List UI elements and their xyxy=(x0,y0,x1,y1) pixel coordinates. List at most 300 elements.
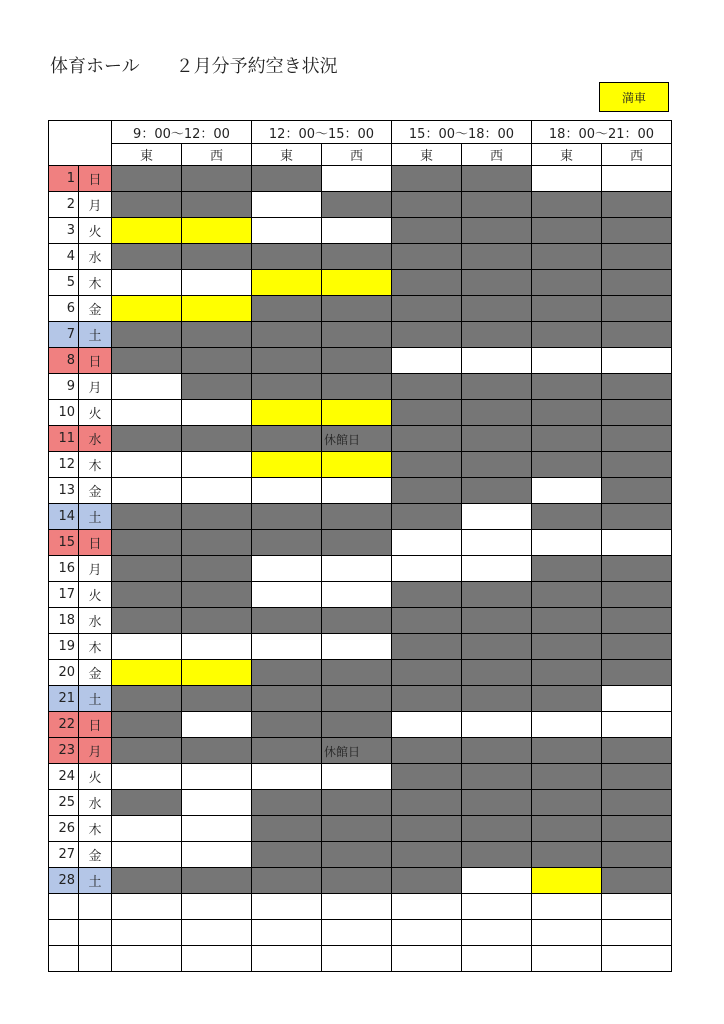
slot-cell xyxy=(182,530,252,556)
slot-cell xyxy=(112,374,182,400)
slot-cell xyxy=(252,920,322,946)
slot-cell xyxy=(462,842,532,868)
court-header: 東 xyxy=(532,144,602,166)
day-row xyxy=(49,400,672,426)
slot-cell xyxy=(392,868,462,894)
slot-cell xyxy=(532,868,602,894)
slot-cell xyxy=(182,452,252,478)
slot-cell xyxy=(392,920,462,946)
slot-cell xyxy=(322,738,392,764)
day-number: 25 xyxy=(49,790,79,816)
day-row xyxy=(49,712,672,738)
slot-cell xyxy=(602,608,672,634)
weekday: 金 xyxy=(79,478,112,504)
slot-cell xyxy=(252,322,322,348)
slot-cell xyxy=(252,218,322,244)
slot-cell xyxy=(602,244,672,270)
slot-cell xyxy=(112,530,182,556)
slot-cell xyxy=(602,816,672,842)
slot-cell xyxy=(182,322,252,348)
weekday: 火 xyxy=(79,218,112,244)
slot-cell xyxy=(182,608,252,634)
day-number: 14 xyxy=(49,504,79,530)
day-number: 17 xyxy=(49,582,79,608)
day-row xyxy=(49,946,672,972)
slot-cell xyxy=(322,478,392,504)
slot-cell xyxy=(462,608,532,634)
slot-cell xyxy=(532,218,602,244)
slot-cell xyxy=(252,296,322,322)
slot-cell xyxy=(532,634,602,660)
time-slot-header: 9：00〜12：00 xyxy=(112,121,252,144)
slot-cell xyxy=(602,452,672,478)
weekday: 月 xyxy=(79,738,112,764)
slot-cell xyxy=(112,270,182,296)
weekday: 金 xyxy=(79,296,112,322)
slot-cell xyxy=(602,296,672,322)
slot-cell xyxy=(182,920,252,946)
weekday: 火 xyxy=(79,400,112,426)
slot-cell xyxy=(252,478,322,504)
slot-cell xyxy=(182,816,252,842)
weekday: 土 xyxy=(79,322,112,348)
slot-cell xyxy=(602,166,672,192)
slot-cell xyxy=(602,530,672,556)
slot-cell xyxy=(322,634,392,660)
slot-cell xyxy=(252,530,322,556)
slot-cell xyxy=(182,556,252,582)
slot-cell xyxy=(462,738,532,764)
slot-cell xyxy=(252,582,322,608)
slot-cell xyxy=(532,582,602,608)
weekday: 水 xyxy=(79,426,112,452)
slot-cell xyxy=(532,946,602,972)
court-header-row xyxy=(49,144,672,166)
slot-cell xyxy=(252,426,322,452)
slot-cell xyxy=(532,894,602,920)
day-row xyxy=(49,660,672,686)
slot-cell xyxy=(602,270,672,296)
slot-cell xyxy=(322,426,392,452)
day-row xyxy=(49,478,672,504)
slot-cell xyxy=(462,894,532,920)
slot-cell xyxy=(322,946,392,972)
slot-cell xyxy=(112,556,182,582)
slot-cell xyxy=(112,452,182,478)
slot-cell xyxy=(182,634,252,660)
day-row xyxy=(49,452,672,478)
slot-cell xyxy=(252,868,322,894)
day-row xyxy=(49,348,672,374)
slot-cell xyxy=(392,816,462,842)
day-row xyxy=(49,426,672,452)
slot-cell xyxy=(182,374,252,400)
slot-cell xyxy=(252,946,322,972)
weekday: 金 xyxy=(79,842,112,868)
slot-cell xyxy=(252,192,322,218)
slot-cell xyxy=(602,556,672,582)
slot-cell xyxy=(322,348,392,374)
slot-cell xyxy=(112,296,182,322)
slot-cell xyxy=(462,582,532,608)
slot-cell xyxy=(532,296,602,322)
slot-cell xyxy=(252,244,322,270)
slot-cell xyxy=(322,686,392,712)
slot-cell xyxy=(532,452,602,478)
weekday: 木 xyxy=(79,270,112,296)
slot-cell xyxy=(112,244,182,270)
slot-cell xyxy=(182,296,252,322)
day-row xyxy=(49,634,672,660)
day-row xyxy=(49,842,672,868)
slot-cell xyxy=(602,868,672,894)
court-header: 西 xyxy=(462,144,532,166)
slot-cell xyxy=(462,218,532,244)
weekday xyxy=(79,920,112,946)
slot-cell xyxy=(602,894,672,920)
weekday: 日 xyxy=(79,166,112,192)
slot-cell xyxy=(462,530,532,556)
slot-cell xyxy=(392,634,462,660)
day-row xyxy=(49,582,672,608)
slot-cell xyxy=(462,244,532,270)
court-header: 西 xyxy=(182,144,252,166)
day-row xyxy=(49,296,672,322)
slot-cell xyxy=(602,790,672,816)
slot-cell xyxy=(182,946,252,972)
day-row xyxy=(49,738,672,764)
slot-cell xyxy=(112,322,182,348)
slot-cell xyxy=(112,192,182,218)
slot-cell xyxy=(112,218,182,244)
weekday: 水 xyxy=(79,244,112,270)
time-slot-header: 15：00〜18：00 xyxy=(392,121,532,144)
closed-day-note: 休館日 xyxy=(324,433,361,447)
slot-cell xyxy=(392,504,462,530)
slot-cell xyxy=(322,660,392,686)
day-row xyxy=(49,322,672,348)
weekday xyxy=(79,946,112,972)
slot-cell xyxy=(462,712,532,738)
weekday: 火 xyxy=(79,582,112,608)
slot-cell xyxy=(462,270,532,296)
page-title: 体育ホール ２月分予約空き状況 xyxy=(50,56,338,77)
slot-cell xyxy=(602,764,672,790)
day-number: 20 xyxy=(49,660,79,686)
slot-cell xyxy=(112,842,182,868)
slot-cell xyxy=(532,426,602,452)
slot-cell xyxy=(392,192,462,218)
slot-cell xyxy=(392,426,462,452)
slot-cell xyxy=(532,686,602,712)
weekday: 木 xyxy=(79,816,112,842)
slot-cell xyxy=(112,400,182,426)
day-number: 2 xyxy=(49,192,79,218)
slot-cell xyxy=(462,556,532,582)
slot-cell xyxy=(532,504,602,530)
slot-cell xyxy=(602,686,672,712)
slot-cell xyxy=(462,920,532,946)
slot-cell xyxy=(602,660,672,686)
court-header: 東 xyxy=(252,144,322,166)
weekday: 土 xyxy=(79,686,112,712)
slot-cell xyxy=(532,244,602,270)
slot-cell xyxy=(392,296,462,322)
slot-cell xyxy=(392,946,462,972)
weekday: 月 xyxy=(79,374,112,400)
slot-cell xyxy=(112,920,182,946)
slot-cell xyxy=(392,166,462,192)
slot-cell xyxy=(462,296,532,322)
slot-cell xyxy=(182,504,252,530)
slot-cell xyxy=(112,738,182,764)
slot-cell xyxy=(112,686,182,712)
slot-cell xyxy=(602,712,672,738)
slot-cell xyxy=(532,738,602,764)
day-row xyxy=(49,790,672,816)
day-row xyxy=(49,244,672,270)
slot-cell xyxy=(602,946,672,972)
slot-cell xyxy=(182,582,252,608)
slot-cell xyxy=(602,400,672,426)
slot-cell xyxy=(392,686,462,712)
slot-cell xyxy=(392,556,462,582)
time-slot-header: 18：00〜21：00 xyxy=(532,121,672,144)
day-number: 13 xyxy=(49,478,79,504)
slot-cell xyxy=(112,478,182,504)
day-row xyxy=(49,686,672,712)
slot-cell xyxy=(462,634,532,660)
slot-cell xyxy=(322,608,392,634)
slot-cell xyxy=(252,790,322,816)
slot-cell xyxy=(182,218,252,244)
slot-cell xyxy=(112,894,182,920)
slot-cell xyxy=(602,348,672,374)
slot-cell xyxy=(392,738,462,764)
day-number xyxy=(49,920,79,946)
weekday: 水 xyxy=(79,790,112,816)
availability-table xyxy=(48,120,672,972)
weekday: 土 xyxy=(79,868,112,894)
slot-cell xyxy=(322,712,392,738)
slot-cell xyxy=(392,530,462,556)
slot-cell xyxy=(462,348,532,374)
slot-cell xyxy=(392,270,462,296)
slot-cell xyxy=(112,764,182,790)
slot-cell xyxy=(252,764,322,790)
slot-cell xyxy=(182,894,252,920)
slot-cell xyxy=(392,608,462,634)
slot-cell xyxy=(532,400,602,426)
weekday: 月 xyxy=(79,556,112,582)
slot-cell xyxy=(252,374,322,400)
day-row xyxy=(49,374,672,400)
slot-cell xyxy=(602,218,672,244)
weekday: 水 xyxy=(79,608,112,634)
day-number: 4 xyxy=(49,244,79,270)
slot-cell xyxy=(392,764,462,790)
corner-cell xyxy=(49,121,112,166)
slot-cell xyxy=(112,426,182,452)
slot-cell xyxy=(182,660,252,686)
slot-cell xyxy=(322,582,392,608)
slot-cell xyxy=(252,452,322,478)
slot-cell xyxy=(252,504,322,530)
slot-cell xyxy=(532,374,602,400)
day-number: 9 xyxy=(49,374,79,400)
day-row xyxy=(49,894,672,920)
slot-cell xyxy=(322,790,392,816)
slot-cell xyxy=(462,166,532,192)
slot-cell xyxy=(392,374,462,400)
slot-cell xyxy=(532,348,602,374)
slot-cell xyxy=(322,530,392,556)
slot-cell xyxy=(252,660,322,686)
slot-cell xyxy=(322,296,392,322)
slot-cell xyxy=(112,946,182,972)
slot-cell xyxy=(182,348,252,374)
slot-cell xyxy=(182,790,252,816)
slot-cell xyxy=(392,400,462,426)
slot-cell xyxy=(392,842,462,868)
slot-cell xyxy=(112,166,182,192)
slot-cell xyxy=(602,374,672,400)
slot-cell xyxy=(602,478,672,504)
slot-cell xyxy=(532,192,602,218)
slot-cell xyxy=(112,712,182,738)
slot-cell xyxy=(112,348,182,374)
slot-cell xyxy=(462,322,532,348)
slot-cell xyxy=(462,504,532,530)
slot-cell xyxy=(182,166,252,192)
day-number xyxy=(49,894,79,920)
slot-cell xyxy=(532,608,602,634)
slot-cell xyxy=(602,322,672,348)
slot-cell xyxy=(252,556,322,582)
day-row xyxy=(49,868,672,894)
slot-cell xyxy=(532,530,602,556)
day-number: 19 xyxy=(49,634,79,660)
slot-cell xyxy=(532,816,602,842)
day-row xyxy=(49,920,672,946)
slot-cell xyxy=(182,244,252,270)
slot-cell xyxy=(112,790,182,816)
day-number: 18 xyxy=(49,608,79,634)
slot-cell xyxy=(602,192,672,218)
weekday: 木 xyxy=(79,634,112,660)
weekday xyxy=(79,894,112,920)
slot-cell xyxy=(322,452,392,478)
slot-cell xyxy=(392,322,462,348)
slot-cell xyxy=(602,504,672,530)
slot-cell xyxy=(392,218,462,244)
slot-cell xyxy=(322,868,392,894)
slot-cell xyxy=(532,790,602,816)
closed-day-note: 休館日 xyxy=(324,745,361,759)
slot-cell xyxy=(112,816,182,842)
time-slot-header: 12：00〜15：00 xyxy=(252,121,392,144)
day-row xyxy=(49,166,672,192)
slot-cell xyxy=(182,842,252,868)
day-number: 6 xyxy=(49,296,79,322)
day-number: 8 xyxy=(49,348,79,374)
day-row xyxy=(49,218,672,244)
slot-cell xyxy=(112,582,182,608)
slot-cell xyxy=(602,738,672,764)
legend-full-badge: 満車 xyxy=(599,82,669,112)
slot-cell xyxy=(392,244,462,270)
day-row xyxy=(49,608,672,634)
day-number: 28 xyxy=(49,868,79,894)
weekday: 日 xyxy=(79,530,112,556)
slot-cell xyxy=(182,478,252,504)
slot-cell xyxy=(322,322,392,348)
slot-cell xyxy=(462,686,532,712)
slot-cell xyxy=(252,686,322,712)
court-header: 東 xyxy=(392,144,462,166)
slot-cell xyxy=(602,920,672,946)
slot-cell xyxy=(322,374,392,400)
slot-cell xyxy=(252,842,322,868)
slot-cell xyxy=(532,556,602,582)
slot-cell xyxy=(322,816,392,842)
slot-cell xyxy=(602,426,672,452)
day-row xyxy=(49,764,672,790)
slot-cell xyxy=(532,166,602,192)
slot-cell xyxy=(462,478,532,504)
slot-cell xyxy=(602,582,672,608)
court-header: 西 xyxy=(322,144,392,166)
slot-cell xyxy=(462,790,532,816)
slot-cell xyxy=(532,660,602,686)
slot-cell xyxy=(322,764,392,790)
day-number: 15 xyxy=(49,530,79,556)
slot-cell xyxy=(112,504,182,530)
slot-cell xyxy=(392,348,462,374)
slot-cell xyxy=(322,894,392,920)
slot-cell xyxy=(322,270,392,296)
slot-cell xyxy=(322,504,392,530)
day-number: 24 xyxy=(49,764,79,790)
slot-cell xyxy=(112,660,182,686)
slot-cell xyxy=(322,400,392,426)
slot-cell xyxy=(532,764,602,790)
slot-cell xyxy=(322,218,392,244)
day-row xyxy=(49,192,672,218)
day-row xyxy=(49,504,672,530)
slot-cell xyxy=(392,712,462,738)
slot-cell xyxy=(112,608,182,634)
weekday: 月 xyxy=(79,192,112,218)
slot-cell xyxy=(462,764,532,790)
slot-cell xyxy=(462,452,532,478)
court-header: 東 xyxy=(112,144,182,166)
slot-cell xyxy=(392,660,462,686)
slot-cell xyxy=(392,452,462,478)
slot-cell xyxy=(462,400,532,426)
day-number: 12 xyxy=(49,452,79,478)
slot-cell xyxy=(182,738,252,764)
day-row xyxy=(49,270,672,296)
slot-cell xyxy=(252,166,322,192)
day-number: 23 xyxy=(49,738,79,764)
slot-cell xyxy=(392,790,462,816)
slot-cell xyxy=(532,322,602,348)
slot-cell xyxy=(252,400,322,426)
day-row xyxy=(49,556,672,582)
slot-cell xyxy=(182,426,252,452)
slot-cell xyxy=(462,426,532,452)
